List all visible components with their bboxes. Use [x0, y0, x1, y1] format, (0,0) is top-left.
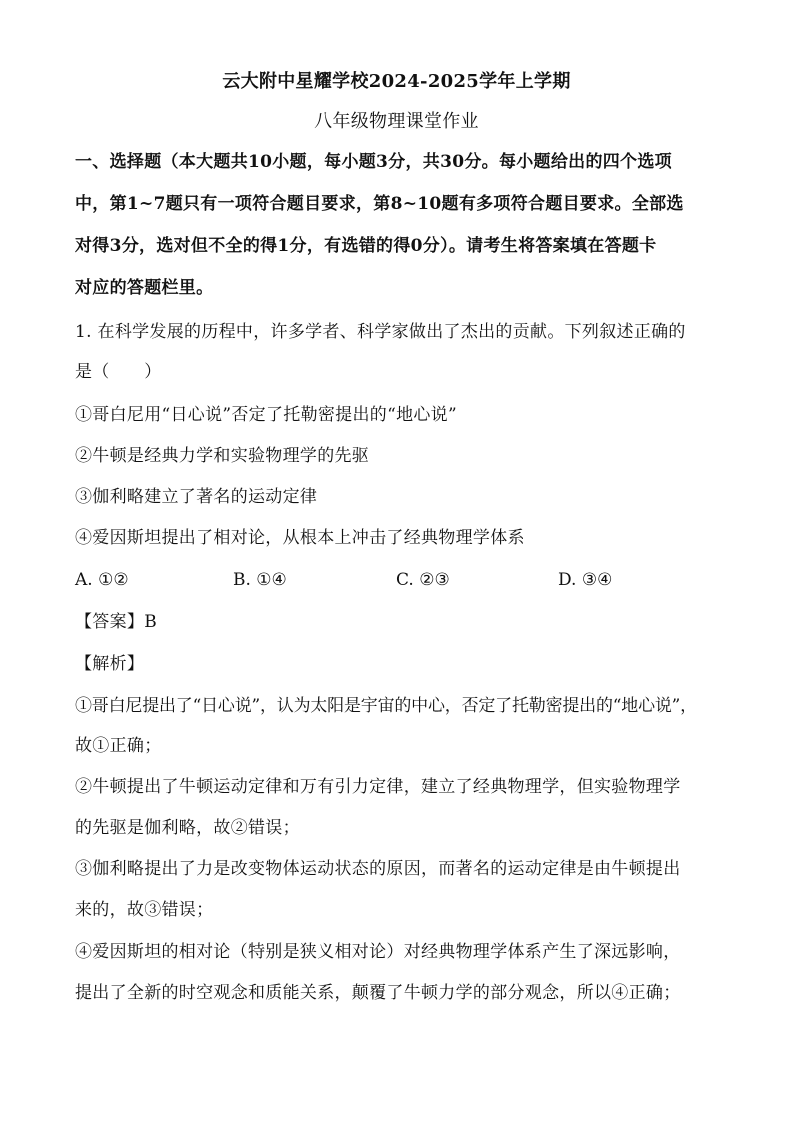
section-intro-line: 中，第1~7题只有一项符合题目要求，第8~10题有多项符合题目要求。全部选	[75, 194, 684, 214]
section-intro-line: 对应的答题栏里。	[75, 278, 214, 298]
statement-item: ③伽利略建立了著名的运动定律	[75, 487, 318, 507]
analysis-line: 提出了全新的时空观念和质能关系，颠覆了牛顿力学的部分观念，所以④正确；	[75, 983, 681, 1003]
analysis-line: ①哥白尼提出了“日心说”，认为太阳是宇宙的中心，否定了托勒密提出的“地心说”，	[75, 696, 697, 716]
statement-item: ④爱因斯坦提出了相对论，从根本上冲击了经典物理学体系	[75, 528, 525, 548]
analysis-line: 来的，故③错误；	[75, 900, 214, 920]
option-b: B. ①④	[233, 570, 287, 590]
analysis-line: 故①正确；	[75, 736, 162, 756]
question-stem-line: 是（ ）	[75, 362, 162, 382]
statement-item: ②牛顿是经典力学和实验物理学的先驱	[75, 446, 370, 466]
analysis-line: ③伽利略提出了力是改变物体运动状态的原因，而著名的运动定律是由牛顿提出	[75, 859, 681, 879]
analysis-line: ②牛顿提出了牛顿运动定律和万有引力定律，建立了经典物理学，但实验物理学	[75, 777, 681, 797]
statement-item: ①哥白尼用“日心说”否定了托勒密提出的“地心说”	[75, 405, 457, 425]
section-intro-line: 对得3分，选对但不全的得1分，有选错的得0分）。请考生将答案填在答题卡	[75, 236, 657, 256]
analysis-line: 的先驱是伽利略，故②错误；	[75, 818, 300, 838]
option-d: D. ③④	[558, 570, 613, 590]
option-a: A. ①②	[75, 570, 129, 590]
option-c: C. ②③	[396, 570, 450, 590]
analysis-line: ④爱因斯坦的相对论（特别是狭义相对论）对经典物理学体系产生了深远影响，	[75, 942, 681, 962]
page-subtitle: 八年级物理课堂作业	[314, 111, 479, 132]
section-intro-line: 一、选择题（本大题共10小题，每小题3分，共30分。每小题给出的四个选项	[75, 152, 672, 172]
question-stem-line: 1. 在科学发展的历程中，许多学者、科学家做出了杰出的贡献。下列叙述正确的	[75, 322, 686, 342]
analysis-label: 【解析】	[75, 654, 145, 674]
answer-label: 【答案】B	[75, 612, 157, 632]
page-title: 云大附中星耀学校2024-2025学年上学期	[222, 71, 571, 92]
